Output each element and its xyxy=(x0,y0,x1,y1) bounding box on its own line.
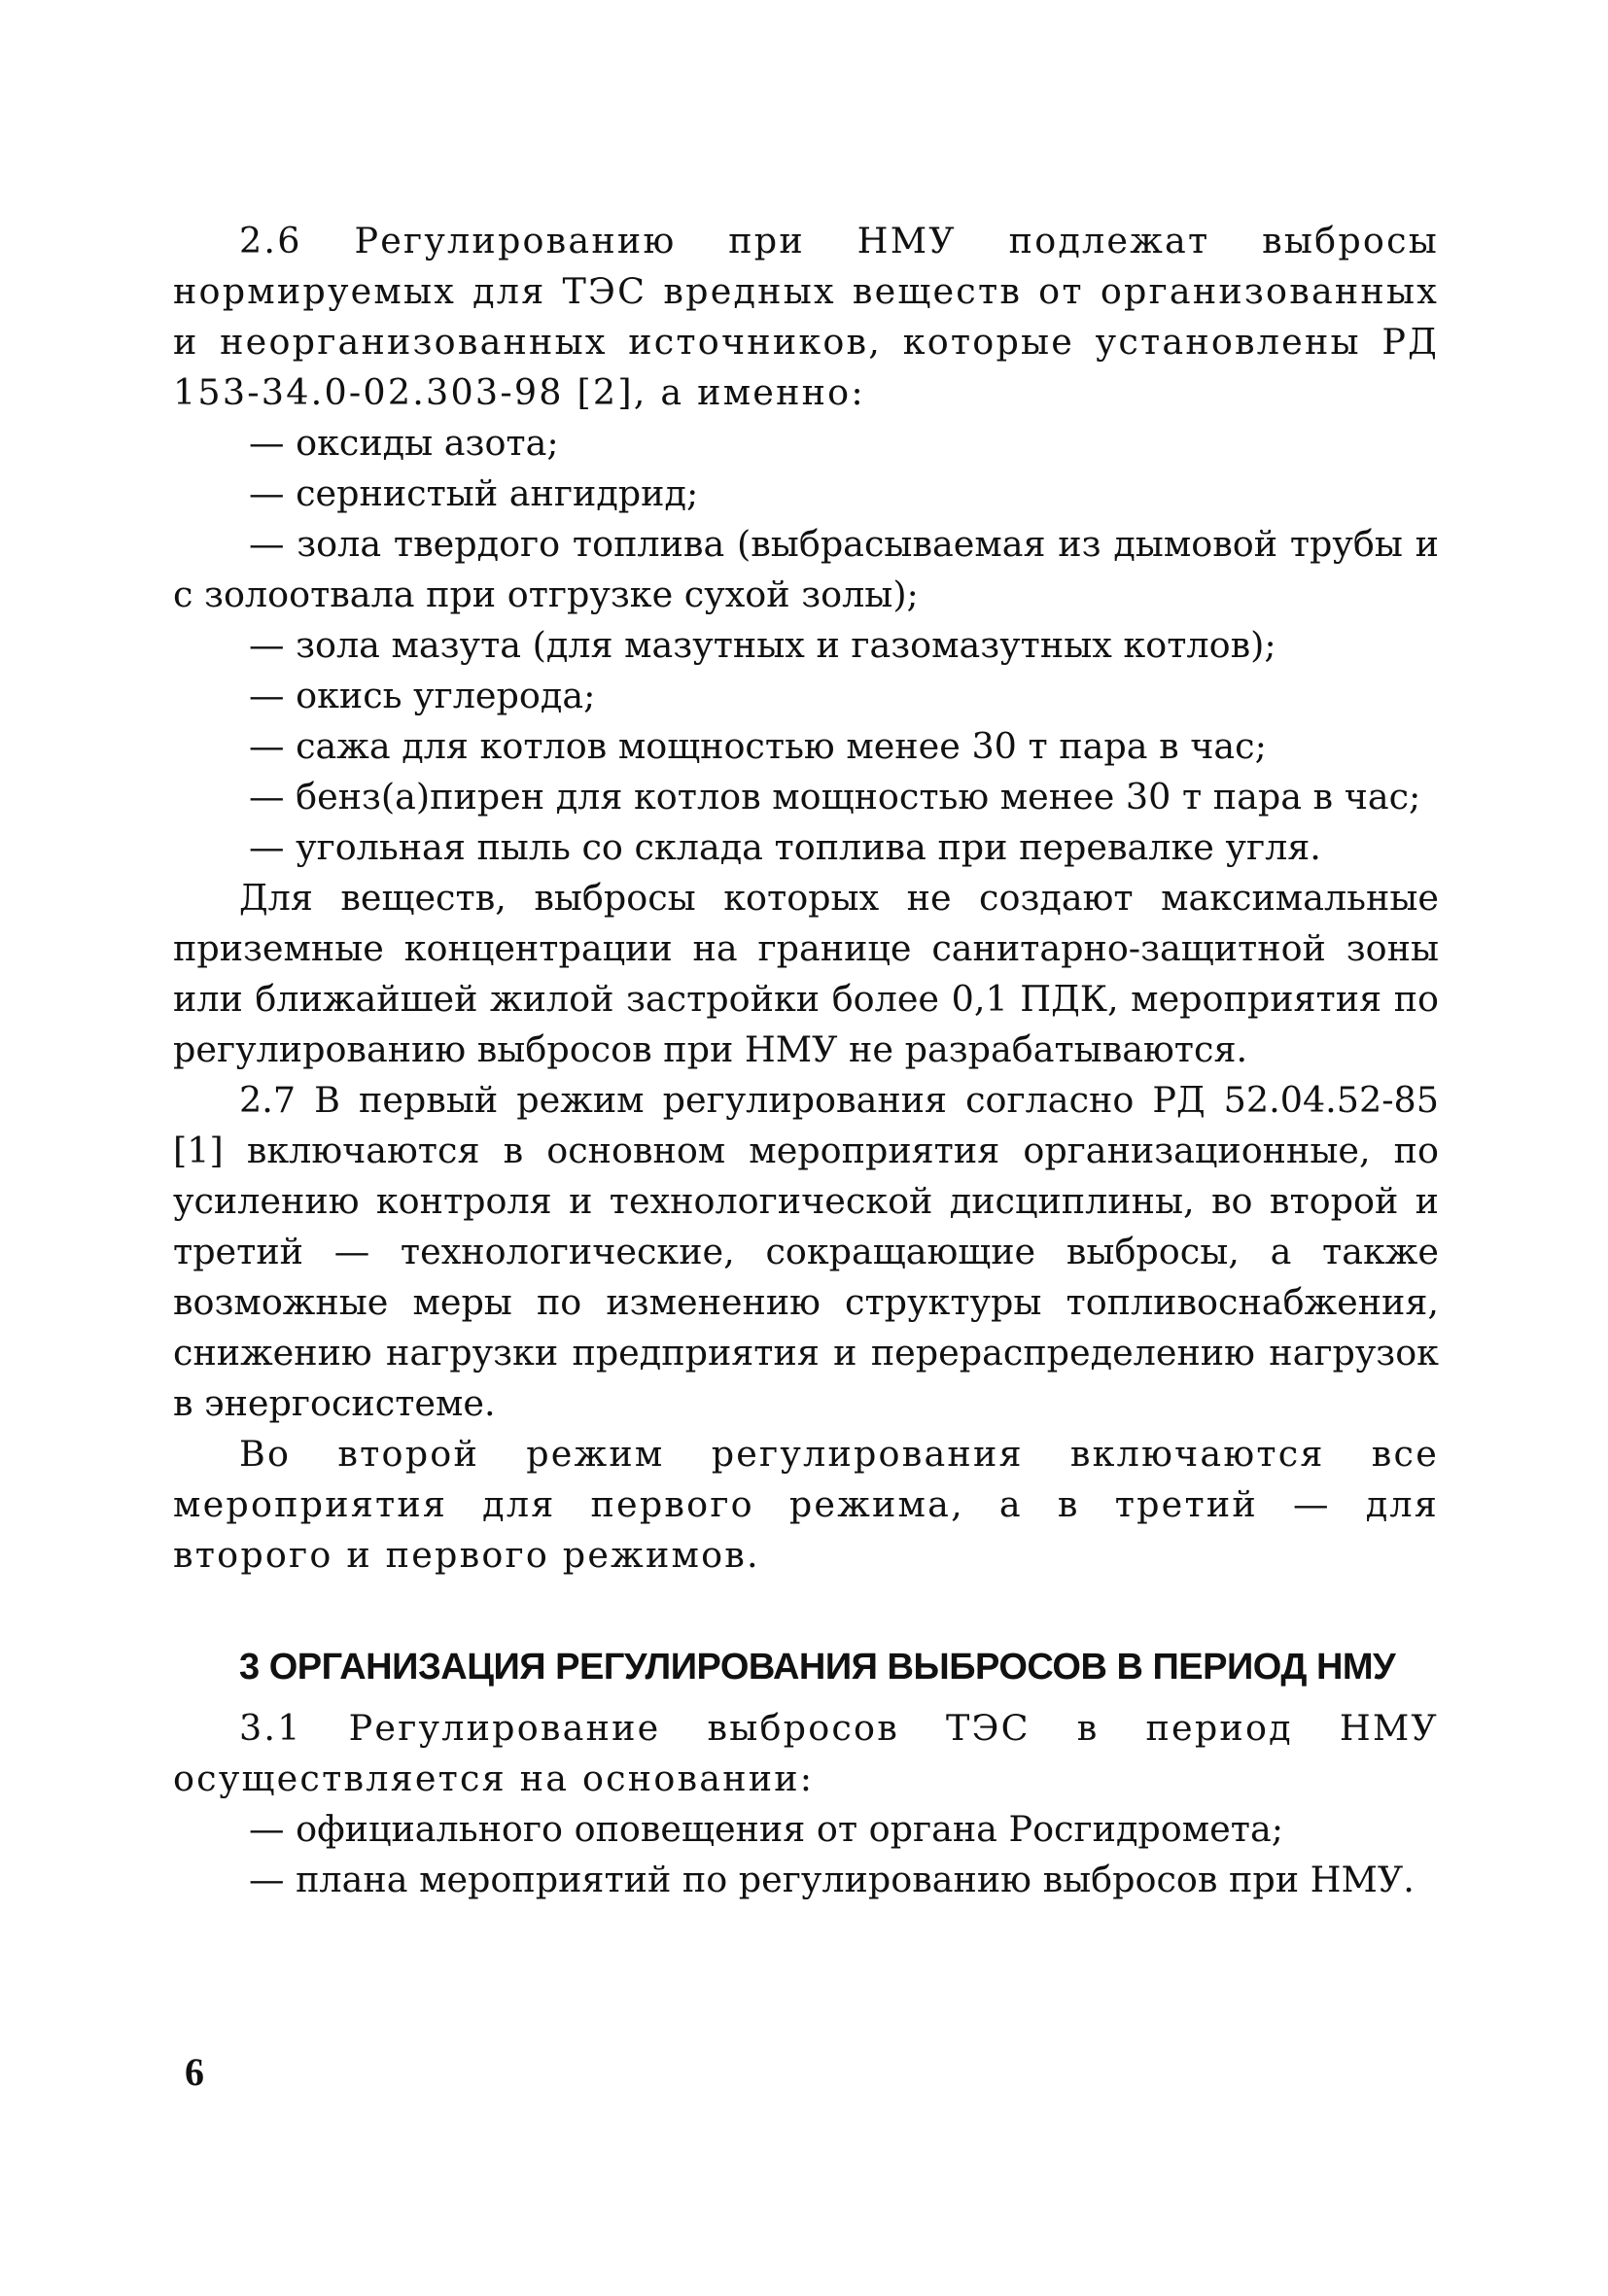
list-item: — бенз(а)пирен для котлов мощностью менее 30 т пара в час; xyxy=(249,776,1421,818)
list-item: — окись углерода; xyxy=(249,675,596,716)
list-item: — зола мазута (для мазутных и газомазутных котлов); xyxy=(249,624,1276,666)
list-item: — сажа для котлов мощностью менее 30 т пара в час; xyxy=(249,725,1267,767)
list-item: — сернистый ангидрид; xyxy=(249,472,699,514)
page-number: 6 xyxy=(185,2050,204,2094)
document-page xyxy=(173,216,1439,1905)
list-item: — плана мероприятий по регулированию выбросов при НМУ. xyxy=(249,1859,1415,1900)
paragraph-2-7: 2.7 В первый режим регулирования согласно РД 52.04.52-85 [1] включаются в основном мероприятия организационные, по усилению контроля и технологической дисциплины, во второй и третий — технологические, сокращающие выбросы, а также возможные меры по изменению структуры топливоснабжения, снижению нагрузки предприятия и перераспределению нагрузок в энергосистеме. xyxy=(173,1079,1439,1424)
list-item: — зола твердого топлива (выбрасываемая из дымовой трубы и с золоотвала при отгрузке сухой золы); xyxy=(173,523,1439,615)
pollutant-list xyxy=(173,418,1439,873)
list-item: — оксиды азота; xyxy=(249,422,559,464)
section-3-heading: 3 ОРГАНИЗАЦИЯ РЕГУЛИРОВАНИЯ ВЫБРОСОВ В ПЕРИОД НМУ xyxy=(239,1647,1396,1687)
list-item: — угольная пыль со склада топлива при перевалке угля. xyxy=(249,826,1321,868)
paragraph-3-1-intro: 3.1 Регулирование выбросов ТЭС в период НМУ осуществляется на основании: xyxy=(173,1707,1439,1799)
paragraph-2-6-intro: 2.6 Регулированию при НМУ подлежат выбросы нормируемых для ТЭС вредных веществ от организованных и неорганизованных источников, которые установлены РД 153-34.0-02.303-98 [2], а именно: xyxy=(173,220,1439,413)
paragraph-2-6-note: Для веществ, выбросы которых не создают максимальные приземные концентрации на границе санитарно-защитной зоны или ближайшей жилой застройки более 0,1 ПДК, мероприятия по регулированию выбросов при НМУ не разрабатываются. xyxy=(173,877,1439,1070)
basis-list xyxy=(173,1804,1439,1905)
paragraph-2-7-modes: Во второй режим регулирования включаются все мероприятия для первого режима, а в третий — для второго и первого режимов. xyxy=(173,1433,1439,1576)
list-item: — официального оповещения от органа Росгидромета; xyxy=(249,1808,1284,1850)
